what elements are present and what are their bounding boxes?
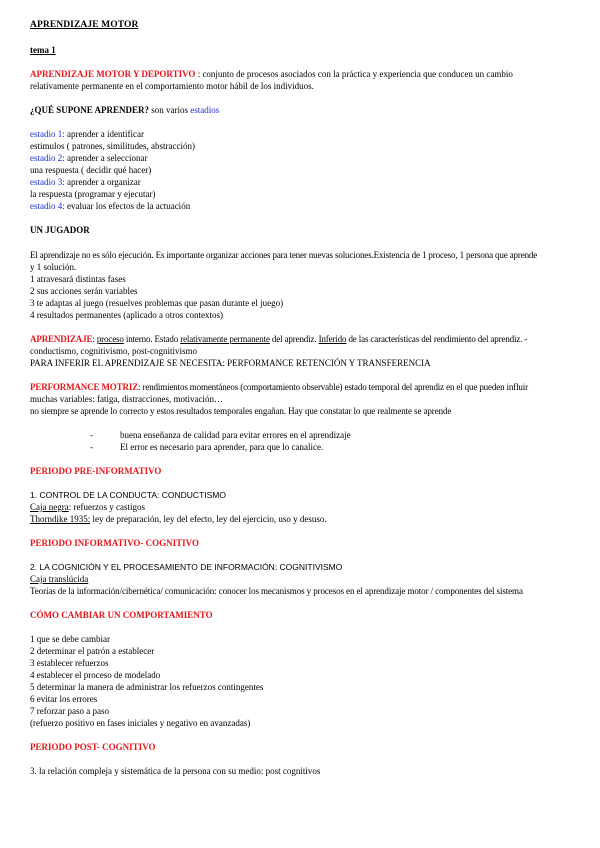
q-aprender-link[interactable]: estadios <box>190 105 220 115</box>
informativo-heading: PERIODO INFORMATIVO- COGNITIVO <box>30 538 199 548</box>
list-item: 4 establecer el proceso de modelado <box>30 670 161 680</box>
stage-line <box>30 201 190 212</box>
bullet-item: - buena enseñanza de calidad para evitar errores en el aprendizaje <box>90 430 351 440</box>
aprend-proceso: proceso <box>96 334 124 344</box>
aprend-mid: interno. Estado <box>123 334 181 344</box>
list-item: 1 que se debe cambiar <box>30 634 110 644</box>
stage-label: estadio 3: <box>30 177 65 187</box>
stage-label: estadio 1: <box>30 129 65 139</box>
q-aprender-heading: ¿QUÉ SUPONE APRENDER? <box>30 105 150 115</box>
informativo-text: Teorías de la información/cibernética/ comunicación: conocer los mecanismos y procesos en el aprendizaje motor / componentes del sistema <box>30 586 523 596</box>
def-motor-text: : conjunto de procesos asociados con la práctica y experiencia que conducen un cambio <box>195 69 513 79</box>
post-cognitivo-text: 3. la relación compleja y sistemática de la persona con su medio: post cognitivos <box>30 766 321 776</box>
pre-informativo-subheading: 1. CONTROL DE LA CONDUCTA: CONDUCTISMO <box>30 490 226 500</box>
stage-text: aprender a identificar <box>64 129 144 139</box>
q-aprender-rest: son varios <box>149 105 191 115</box>
thorndike-label: Thorndike 1935: <box>30 514 91 524</box>
def-motor-line1 <box>30 69 513 80</box>
list-item: 3 te adaptas al juego (resuelves problemas que pasan durante el juego) <box>30 298 284 308</box>
perf-line1 <box>30 382 528 393</box>
list-item: 6 evitar los errores <box>30 694 98 704</box>
stage-text: evaluar los efectos de la actuación <box>64 201 191 211</box>
list-item: 5 determinar la manera de administrar los refuerzos contingentes <box>30 682 264 692</box>
aprend-colon: : <box>92 334 97 344</box>
stage-label: estadio 2: <box>30 153 65 163</box>
jugador-paragraph-line1: El aprendizaje no es sólo ejecución. Es importante organizar acciones para tener nuevas soluciones.Existencia de 1 proceso, 1 persona que aprende <box>30 250 538 260</box>
q-aprender-line <box>30 105 219 116</box>
list-item: 1 atravesará distintas fases <box>30 274 126 284</box>
como-cambiar-heading: CÓMO CAMBIAR UN COMPORTAMIENTO <box>30 610 213 620</box>
jugador-paragraph-line2: y 1 solución. <box>30 262 77 272</box>
aprend-line1 <box>30 334 527 345</box>
list-item: 4 resultados permanentes (aplicado a otros contextos) <box>30 310 223 320</box>
stage-line <box>30 153 147 164</box>
jugador-heading: UN JUGADOR <box>30 225 90 235</box>
list-item: (refuerzo positivo en fases iniciales y negativo en avanzadas) <box>30 718 251 728</box>
caja-negra: Caja negra <box>30 502 69 512</box>
caja-translucida: Caja translúcida <box>30 574 89 584</box>
aprend-line2: conductismo, cognitivismo, post-cognitivismo <box>30 346 197 356</box>
informativo-subheading: 2. LA COGNICIÓN Y EL PROCESAMIENTO DE INFORMACIÓN: COGNITIVISMO <box>30 562 343 572</box>
def-motor-line2: relativamente permanente en el comportamiento motor hábil de los individuos. <box>30 81 314 91</box>
post-cognitivo-heading: PERIODO POST- COGNITIVO <box>30 742 156 752</box>
bullet-text: buena enseñanza de calidad para evitar errores en el aprendizaje <box>120 430 351 440</box>
caja-negra-rest: : refuerzos y castigos <box>68 502 145 512</box>
stage-line <box>30 165 151 176</box>
stage-line <box>30 141 195 152</box>
stage-text: aprender a seleccionar <box>64 153 148 163</box>
stage-line <box>30 129 144 140</box>
thorndike-line <box>30 514 327 525</box>
bullet-text: El error es necesario para aprender, para que lo canalice. <box>120 442 324 452</box>
list-item: 2 sus acciones serán variables <box>30 286 138 296</box>
perf-line3: no siempre se aprende lo correcto y estos resultados temporales engañan. Hay que constatar lo que realmente se aprende <box>30 406 452 416</box>
aprend-term: APRENDIZAJE <box>30 334 93 344</box>
list-item: 7 reforzar paso a paso <box>30 706 109 716</box>
aprend-end: de las características del rendimiento del aprendiz. - <box>346 334 528 344</box>
perf-line2: muchas variables: fatiga, distracciones, motivación… <box>30 394 223 404</box>
list-item: 3 establecer refuerzos <box>30 658 109 668</box>
stage-line <box>30 189 155 200</box>
stage-label: estadio 4: <box>30 201 65 211</box>
stage-text: estímulos ( patrones, similitudes, abstracción) <box>30 141 195 151</box>
pre-informativo-heading: PERIODO PRE-INFORMATIVO <box>30 466 162 476</box>
thorndike-text: ley de preparación, ley del efecto, ley del ejercicio, uso y desuso. <box>90 514 327 524</box>
aprend-mid2: del aprendiz. <box>269 334 319 344</box>
document-title: APRENDIZAJE MOTOR <box>30 20 139 30</box>
stage-text: aprender a organizar <box>64 177 141 187</box>
aprend-line3: PARA INFERIR EL APRENDIZAJE SE NECESITA: PERFORMANCE RETENCIÓN Y TRANSFERENCIA <box>30 358 431 368</box>
bullet-item: - El error es necesario para aprender, para que lo canalice. <box>90 442 324 452</box>
perf-term: PERFORMANCE MOTRIZ <box>30 382 139 392</box>
stage-text: una respuesta ( decidir qué hacer) <box>30 165 152 175</box>
perf-text: : rendimientos momentáneos (comportamiento observable) estado temporal del aprendiz en el que pueden influir <box>138 382 528 392</box>
def-motor-term: APRENDIZAJE MOTOR Y DEPORTIVO <box>30 69 196 79</box>
pre-caja-line <box>30 502 145 513</box>
aprend-inferido: Inferido <box>318 334 347 344</box>
list-item: 2 determinar el patrón a establecer <box>30 646 155 656</box>
stage-text: la respuesta (programar y ejecutar) <box>30 189 156 199</box>
stage-line <box>30 177 141 188</box>
document-subtitle: tema 1 <box>30 45 56 55</box>
aprend-relativamente: relativamente permanente <box>180 334 270 344</box>
